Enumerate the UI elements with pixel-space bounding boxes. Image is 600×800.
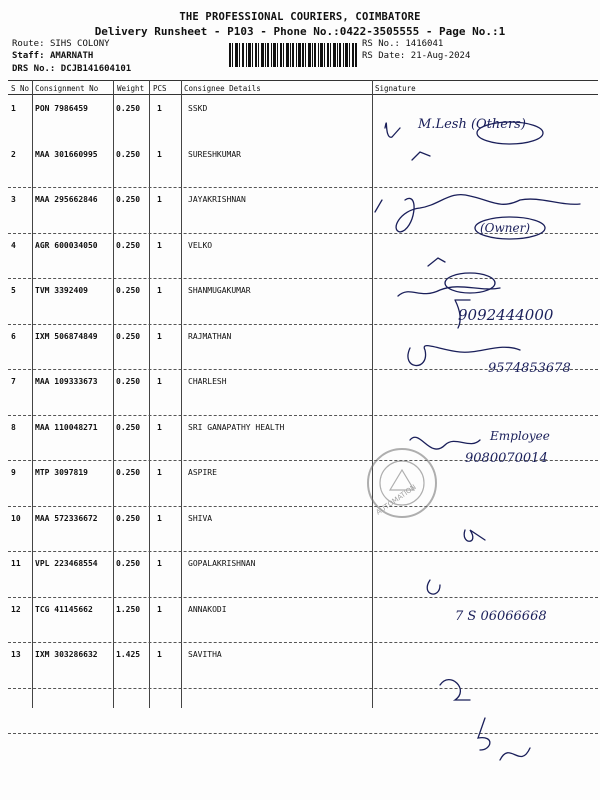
row-weight: 0.250 [116,377,141,386]
row-pcs: 1 [157,377,162,386]
row-pcs: 1 [157,195,162,204]
row-weight: 0.250 [116,514,141,523]
row-separator [8,551,598,552]
signature-stroke [500,748,530,760]
row-consignment-no: MTP 3097819 [35,468,88,477]
barcode-image [229,43,357,67]
row-separator [8,278,598,279]
col-divider [372,80,373,708]
stamp-text: AUTOMATION [374,483,418,517]
row-consignee: SHIVA [188,514,213,523]
row-consignee: SAVITHA [188,650,222,659]
row-weight: 0.250 [116,286,141,295]
col-divider [113,80,114,708]
row-consignment-no: PON 7986459 [35,104,88,113]
row-weight: 0.250 [116,195,141,204]
signature-stroke [477,122,543,144]
row-pcs: 1 [157,468,162,477]
col-divider [32,80,33,708]
runsheet-subtitle: Delivery Runsheet - P103 - Phone No.:0422-3505555 - Page No.:1 [94,25,506,38]
route-value: SIHS COLONY [49,39,110,49]
rs-no-line [362,39,443,49]
signature-text-8a: Employee [490,429,550,443]
table-header-border [8,94,598,95]
col-divider [149,80,150,708]
rs-date-line [362,51,470,61]
row-separator [8,688,598,689]
row-consignment-no: MAA 295662846 [35,195,98,204]
signature-stroke [408,346,520,366]
row-weight: 0.250 [116,104,141,113]
signature-stroke [412,152,430,160]
col-signature-header: Signature [375,84,416,93]
row-sno: 13 [11,650,21,659]
signature-text-6: 9574853678 [488,361,571,376]
signature-text-12: 7 S 06066668 [455,609,547,624]
signature-stroke [475,217,545,239]
row-weight: 0.250 [116,423,141,432]
row-consignment-no: MAA 110048271 [35,423,98,432]
row-consignee: ASPIRE [188,468,217,477]
staff-label: Staff: [12,51,45,61]
row-sno: 1 [11,104,16,113]
row-consignment-no: IXM 506874849 [35,332,98,341]
route-label: Route: [12,39,45,49]
signature-text-5: 9092444000 [458,306,554,324]
col-consignment-header: Consignment No [35,84,99,93]
drs-value: DCJB141604101 [60,64,132,74]
row-separator [8,460,598,461]
row-consignment-no: TCG 41145662 [35,605,93,614]
row-consignee: SSKD [188,104,208,113]
row-consignment-no: MAA 301660995 [35,150,98,159]
row-separator [8,597,598,598]
row-weight: 0.250 [116,468,141,477]
row-consignee: RAJMATHAN [188,332,232,341]
row-consignee: CHARLESH [188,377,227,386]
row-pcs: 1 [157,104,162,113]
row-separator [8,187,598,188]
signature-text-8b: 9080070014 [465,451,548,466]
row-consignee: VELKO [188,241,213,250]
row-consignment-no: AGR 600034050 [35,241,98,250]
row-pcs: 1 [157,150,162,159]
row-separator [8,642,598,643]
row-consignment-no: IXM 303286632 [35,650,98,659]
drs-line [12,64,131,74]
row-consignee: JAYAKRISHNAN [188,195,246,204]
row-pcs: 1 [157,286,162,295]
row-separator [8,506,598,507]
signature-stroke [398,287,500,296]
row-weight: 0.250 [116,559,141,568]
signature-text-3: (Owner) [480,221,531,235]
company-title: THE PROFESSIONAL COURIERS, COIMBATORE [179,11,421,23]
col-divider [181,80,182,708]
col-weight-header: Weight [117,84,145,93]
staff-value: AMARNATH [49,51,94,61]
row-sno: 11 [11,559,21,568]
row-sno: 5 [11,286,16,295]
signature-text-1: M.Lesh (Others) [418,117,526,132]
row-separator [8,369,598,370]
row-pcs: 1 [157,514,162,523]
row-sno: 12 [11,605,21,614]
row-weight: 0.250 [116,241,141,250]
signature-stroke [385,123,400,137]
col-pcs-header: PCS [153,84,167,93]
row-separator [8,324,598,325]
row-weight: 0.250 [116,332,141,341]
signature-stroke [440,680,470,700]
signature-stroke [410,437,480,449]
row-consignment-no: MAA 109333673 [35,377,98,386]
drs-label: DRS No.: [12,64,56,74]
rs-date-value: 21-Aug-2024 [410,51,471,61]
row-weight: 0.250 [116,150,141,159]
rs-no-value: 1416041 [405,39,444,49]
rs-date-label: RS Date: [362,51,406,61]
col-sno-header: S No [11,84,30,93]
row-consignee: SURESHKUMAR [188,150,241,159]
row-pcs: 1 [157,423,162,432]
row-sno: 10 [11,514,21,523]
signature-stroke [478,718,490,750]
row-weight: 1.425 [116,650,141,659]
row-consignment-no: TVM 3392409 [35,286,88,295]
row-consignment-no: VPL 223468554 [35,559,98,568]
row-consignee: ANNAKODI [188,605,227,614]
row-pcs: 1 [157,332,162,341]
row-consignee: SHANMUGAKUMAR [188,286,251,295]
row-weight: 1.250 [116,605,141,614]
staff-line [12,51,93,61]
rs-no-label: RS No.: [362,39,400,49]
row-sno: 9 [11,468,16,477]
row-sno: 7 [11,377,16,386]
signature-stroke [428,258,445,266]
row-consignee: GOPALAKRISHNAN [188,559,256,568]
row-pcs: 1 [157,241,162,250]
signature-stroke [445,273,495,293]
row-pcs: 1 [157,559,162,568]
row-consignee: SRI GANAPATHY HEALTH [188,423,285,432]
row-sno: 4 [11,241,16,250]
row-sno: 8 [11,423,16,432]
signature-stroke [464,530,485,541]
row-separator [8,233,598,234]
route-line [12,39,110,49]
signature-stroke [427,580,440,594]
row-separator [8,733,598,734]
row-pcs: 1 [157,650,162,659]
row-pcs: 1 [157,605,162,614]
row-sno: 3 [11,195,16,204]
table-top-border [8,80,598,81]
row-consignment-no: MAA 572336672 [35,514,98,523]
row-separator [8,415,598,416]
signature-stroke [375,195,580,232]
row-sno: 6 [11,332,16,341]
row-sno: 2 [11,150,16,159]
col-consignee-header: Consignee Details [184,84,261,93]
